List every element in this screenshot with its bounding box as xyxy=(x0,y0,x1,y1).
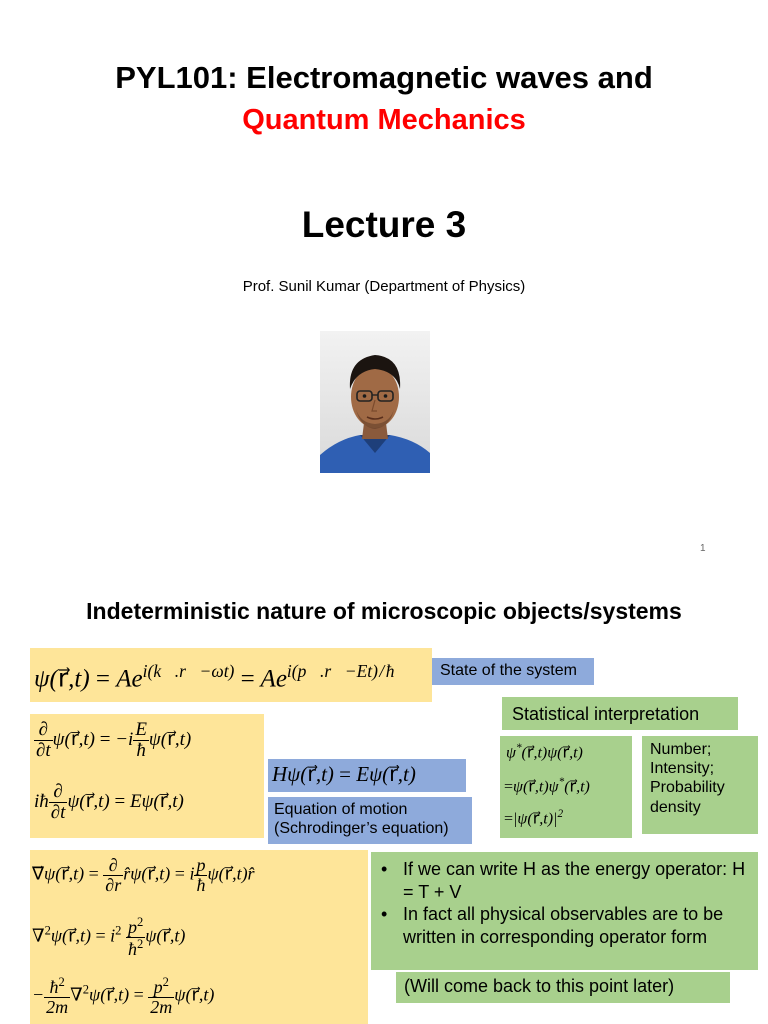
probability-equation-line2: =ψ(r⃗,t)ψ*(r⃗,t) xyxy=(504,776,590,796)
wavefunction-equation-box xyxy=(30,648,432,702)
probability-meaning-label: Number; Intensity; Probability density xyxy=(642,736,758,834)
equation-of-motion-label: Equation of motion (Schrodinger’s equation) xyxy=(268,797,472,844)
bullet-marker: • xyxy=(381,904,388,924)
operator-note-item xyxy=(381,858,758,903)
schrodinger-equation: Hψ(r⃗,t) = Eψ(r⃗,t) xyxy=(272,762,416,786)
kinetic-energy-equation: − $\frac{ħ^2}{2m}$ ∇$^2$ψ(r⃗,t) = $\frac{p^2}{2m}$ ψ(r⃗,t) xyxy=(32,975,215,1017)
course-title: PYL101: Electromagnetic waves and xyxy=(115,60,653,95)
content-slide xyxy=(0,566,768,1024)
probability-equation-line3: $=|\psi(r⃗,t)|^2$ xyxy=(504,808,564,828)
probability-equation-line1: ψ*(r⃗,t)ψ(r⃗,t) xyxy=(506,742,583,762)
momentum-operator-box xyxy=(30,850,368,1024)
operator-note-text: In fact all physical observables are to be written in corresponding operator form xyxy=(403,904,724,947)
slide-title: Indeterministic nature of microscopic objects/systems xyxy=(86,598,682,624)
energy-operator-equation: iħ $\frac{\partial}{\partial t}$ ψ(r⃗,t) = Eψ(r⃗,t) xyxy=(34,781,184,823)
operator-notes-box xyxy=(371,852,758,970)
time-derivative-equation: $\frac{\partial}{\partial t}$ ψ(r⃗,t) = −i $\frac{E}{ħ}$ ψ(r⃗,t) xyxy=(36,719,192,761)
operator-notes-list xyxy=(373,858,758,948)
statistical-interpretation-label: Statistical interpretation xyxy=(502,697,738,730)
page-number: 1 xyxy=(700,543,706,554)
wavefunction-equation: ψ(r⃗,t) = $Ae^{i(k⃗.r⃗-\omega t)} = Ae^{i(p⃗.r⃗-Et) / ħ}$ xyxy=(34,661,395,693)
state-of-system-label: State of the system xyxy=(432,658,594,685)
operator-equations-box xyxy=(30,714,264,838)
schrodinger-equation-box xyxy=(268,759,466,792)
professor-name: Prof. Sunil Kumar (Department of Physics) xyxy=(242,278,526,295)
course-subtitle: Quantum Mechanics xyxy=(242,104,526,136)
gradient-equation: ∇⃗ψ(r⃗,t) = $\frac{\partial}{\partial r}$ r̂ψ(r⃗,t) = i $\frac{p}{ħ}$ ψ(r⃗,t)r̂ xyxy=(32,855,255,895)
come-back-later-note: (Will come back to this point later) xyxy=(396,972,730,1003)
operator-note-item xyxy=(381,903,758,948)
lecture-number: Lecture 3 xyxy=(301,204,467,245)
operator-note-text: If we can write H as the energy operator: H = T + V xyxy=(403,859,746,902)
probability-density-box xyxy=(500,736,632,838)
laplacian-equation: ∇$^2$ψ(r⃗,t) = $i^2$ $\frac{p^2}{ħ^2}$ ψ(r⃗,t) xyxy=(32,915,186,959)
professor-photo xyxy=(320,331,430,473)
bullet-marker: • xyxy=(381,859,388,879)
portrait-image xyxy=(320,331,430,473)
